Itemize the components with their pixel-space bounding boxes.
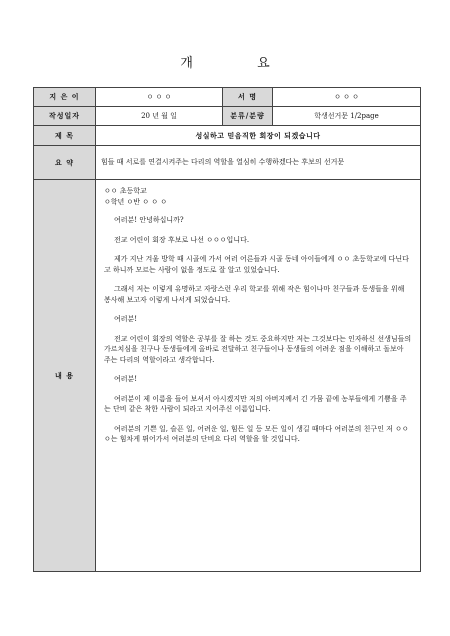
paragraph-2: 전교 어린이 회장 후보로 나선 ㅇㅇㅇ입니다. — [114, 235, 250, 244]
paragraph-6: 전교 어린이 회장의 역할은 공부를 잘 하는 것도 중요하지만 저는 그것보다는 인자하신 선생님들의 가르치심을 친구나 동생들에게 올바로 전달하고 친구들이나 동생들의 어려운 점을 이해하고 돌보아 주는 다리의 역할이라고 생각합니다. — [104, 334, 412, 364]
content-row — [34, 180, 421, 572]
category-value: 학생선거문 1/2page — [273, 107, 421, 126]
summary-row — [34, 146, 421, 180]
paragraph-5: 여러분! — [114, 315, 138, 323]
paragraph-1: 여러분! 안녕하십니까? — [114, 216, 184, 224]
sign-value: ㅇ ㅇ ㅇ — [273, 88, 421, 107]
summary-label: 요 약 — [34, 146, 96, 180]
paragraph-4: 그래서 저는 이렇게 유명하고 자랑스런 우리 학교를 위해 작은 힘이나마 친구들과 동생들을 위해 봉사해 보고자 이렇게 나서게 되었습니다. — [104, 285, 405, 304]
content-body — [96, 180, 421, 572]
school-name: ㅇㅇ 초등학교 — [104, 187, 147, 195]
subject-value: 성실하고 믿음직한 회장이 되겠습니다 — [96, 126, 421, 146]
page-title: 개 요 — [180, 56, 300, 71]
paragraph-9: 여러분의 기쁜 일, 슬픈 일, 어려운 일, 힘든 일 등 모든 일이 생길 때마다 여러분의 친구인 저 ㅇㅇㅇ는 힘차게 뛰어가서 여러분의 단비요 다리 역할을 할 것입니다. — [104, 424, 409, 443]
paragraph-8: 여러분이 제 이름을 들어 보셔서 아시겠지만 저의 아버지께서 긴 가뭄 끝에 농부들에게 기쁨을 주는 단비 같은 착한 사람이 되라고 지어주신 이름입니다. — [104, 394, 407, 413]
summary-value: 힘들 때 서로를 연결시켜주는 다리의 역할을 열심히 수행하겠다는 후보의 선거문 — [96, 146, 421, 180]
paragraph-3: 제가 지난 겨울 방학 때 시골에 가서 여러 어른들과 시골 동네 아이들에게 ㅇㅇ 초등학교에 다닌다고 하니까 모르는 사람이 없을 정도로 잘 알고 있었습니다. — [104, 255, 409, 274]
author-value: ㅇ ㅇ ㅇ — [96, 88, 223, 107]
overview-form-table — [33, 87, 421, 572]
content-label: 내 용 — [34, 180, 96, 572]
author-label: 지 은 이 — [34, 88, 96, 107]
candidate-class: ㅇ학년 ㅇ반 ㅇ ㅇ ㅇ — [104, 197, 167, 206]
date-label: 작성일자 — [34, 107, 96, 126]
paragraph-7: 여러분! — [114, 375, 138, 383]
date-value: 20 년 월 일 — [96, 107, 223, 126]
author-row — [34, 88, 421, 107]
date-row — [34, 107, 421, 126]
sign-label: 서 명 — [223, 88, 273, 107]
category-label: 분류/분량 — [223, 107, 273, 126]
subject-row — [34, 126, 421, 146]
subject-label: 제 목 — [34, 126, 96, 146]
